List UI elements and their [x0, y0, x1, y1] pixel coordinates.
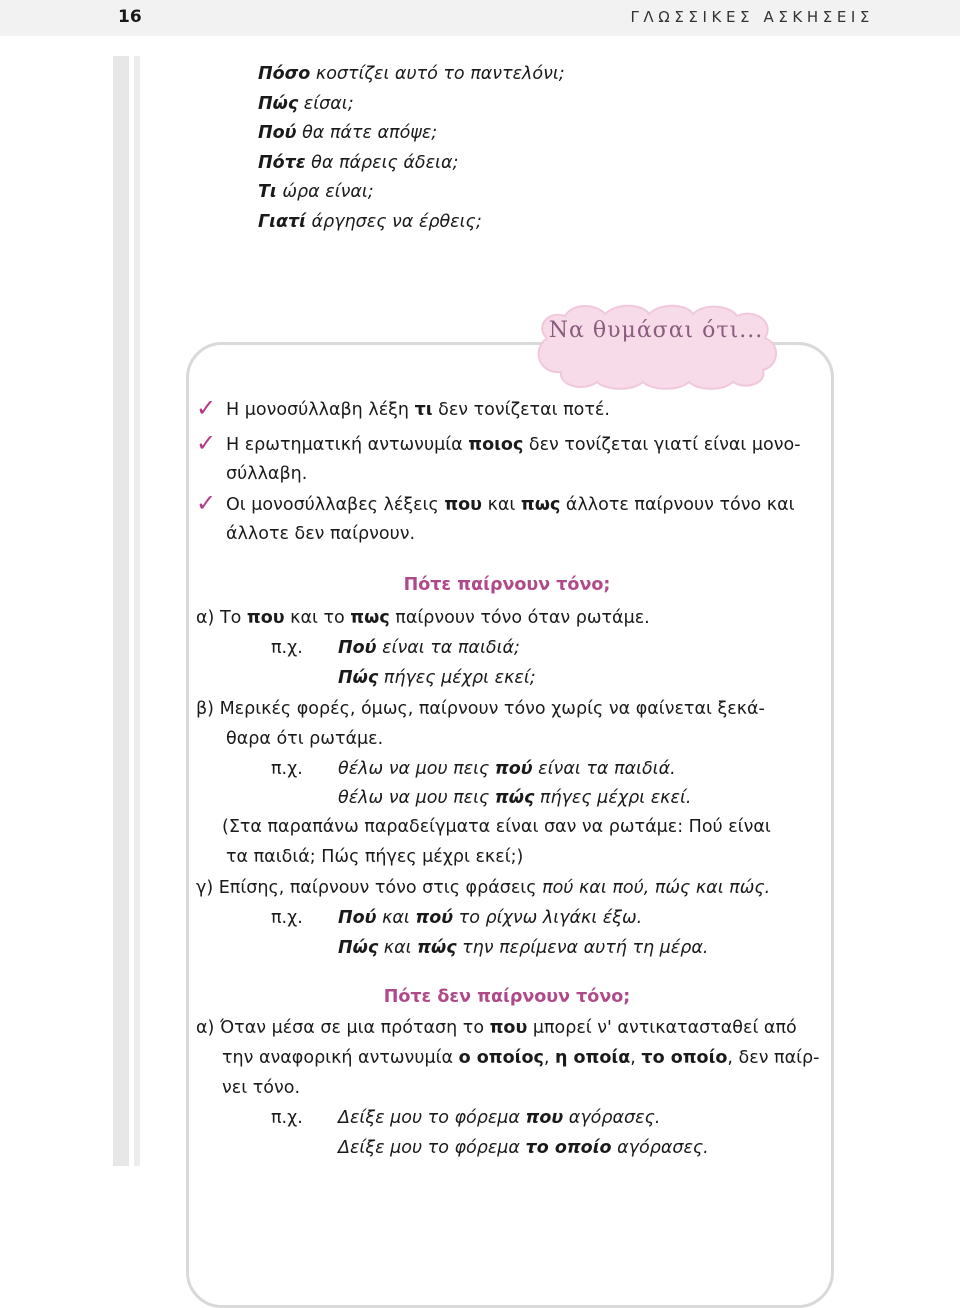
- example-label: π.χ.: [271, 759, 303, 779]
- bullet-2: Η ερωτηματική αντωνυμία ποιος δεν τονίζεται γιατί είναι μονο-: [226, 435, 801, 455]
- note-line: (Στα παραπάνω παραδείγματα είναι σαν να ρωτάμε: Πού είναι: [222, 817, 771, 837]
- page-number: 16: [118, 7, 142, 27]
- example-line: Πόσο κοστίζει αυτό το παντελόνι;: [258, 64, 565, 84]
- header-bar: [0, 0, 960, 36]
- rule-a: α) Όταν μέσα σε μια πρόταση το που μπορεί ν' αντικατασταθεί από: [196, 1018, 797, 1038]
- example-label: π.χ.: [271, 908, 303, 928]
- rule-b: β) Μερικές φορές, όμως, παίρνουν τόνο χωρίς να φαίνεται ξεκά-: [196, 699, 765, 719]
- example-sentence: Πού είναι τα παιδιά;: [338, 638, 520, 658]
- margin-bar: [113, 56, 129, 1166]
- checkmark-icon: ✓: [196, 429, 217, 457]
- bullet-2-cont: σύλλαβη.: [226, 464, 308, 484]
- cloud-shape: [525, 300, 787, 390]
- example-line: Πώς είσαι;: [258, 93, 354, 114]
- box-title: Να θυμάσαι ότι...: [548, 318, 764, 343]
- question-examples: [258, 60, 565, 237]
- example-sentence: Δείξε μου το φόρεμα που αγόρασες.: [338, 1108, 661, 1128]
- bullet-3: Οι μονοσύλλαβες λέξεις που και πως άλλοτε παίρνουν τόνο και: [226, 495, 795, 515]
- example-sentence: Πού και πού το ρίχνω λιγάκι έξω.: [338, 908, 643, 928]
- rule-b-cont: θαρα ότι ρωτάμε.: [226, 729, 384, 749]
- example-line: Γιατί άργησες να έρθεις;: [258, 211, 482, 232]
- example-label: π.χ.: [271, 638, 303, 658]
- example-sentence: θέλω να μου πεις πώς πήγες μέχρι εκεί.: [338, 788, 692, 808]
- example-label: π.χ.: [271, 1108, 303, 1128]
- checkmark-icon: ✓: [196, 489, 217, 517]
- rule-a: α) Το που και το πως παίρνουν τόνο όταν ρωτάμε.: [196, 608, 650, 628]
- example-line: Πότε θα πάρεις άδεια;: [258, 152, 459, 173]
- example-sentence: Δείξε μου το φόρεμα το οποίο αγόρασες.: [338, 1138, 709, 1158]
- checkmark-icon: ✓: [196, 394, 217, 422]
- bullet-1: Η μονοσύλλαβη λέξη τι δεν τονίζεται ποτέ.: [226, 400, 610, 420]
- example-sentence: θέλω να μου πεις πού είναι τα παιδιά.: [338, 759, 676, 779]
- example-sentence: Πώς και πώς την περίμενα αυτή τη μέρα.: [338, 938, 709, 958]
- running-title: ΓΛΩΣΣΙΚΕΣ ΑΣΚΗΣΕΙΣ: [630, 8, 874, 26]
- margin-bar-thin: [134, 56, 140, 1166]
- example-line: Πού θα πάτε απόψε;: [258, 123, 438, 143]
- rule-c: γ) Επίσης, παίρνουν τόνο στις φράσεις πού και πού, πώς και πώς.: [196, 878, 771, 898]
- section-heading: Πότε δεν παίρνουν τόνο;: [383, 987, 631, 1007]
- bullet-3-cont: άλλοτε δεν παίρνουν.: [226, 524, 416, 544]
- section-heading: Πότε παίρνουν τόνο;: [403, 575, 611, 595]
- example-sentence: Πώς πήγες μέχρι εκεί;: [338, 668, 536, 688]
- example-line: Τι ώρα είναι;: [258, 182, 374, 202]
- rule-a-cont: την αναφορική αντωνυμία ο οποίος, η οποία, το οποίο, δεν παίρ-: [222, 1048, 820, 1068]
- note-line: τα παιδιά; Πώς πήγες μέχρι εκεί;): [226, 847, 524, 867]
- rule-a-cont: νει τόνο.: [222, 1078, 301, 1098]
